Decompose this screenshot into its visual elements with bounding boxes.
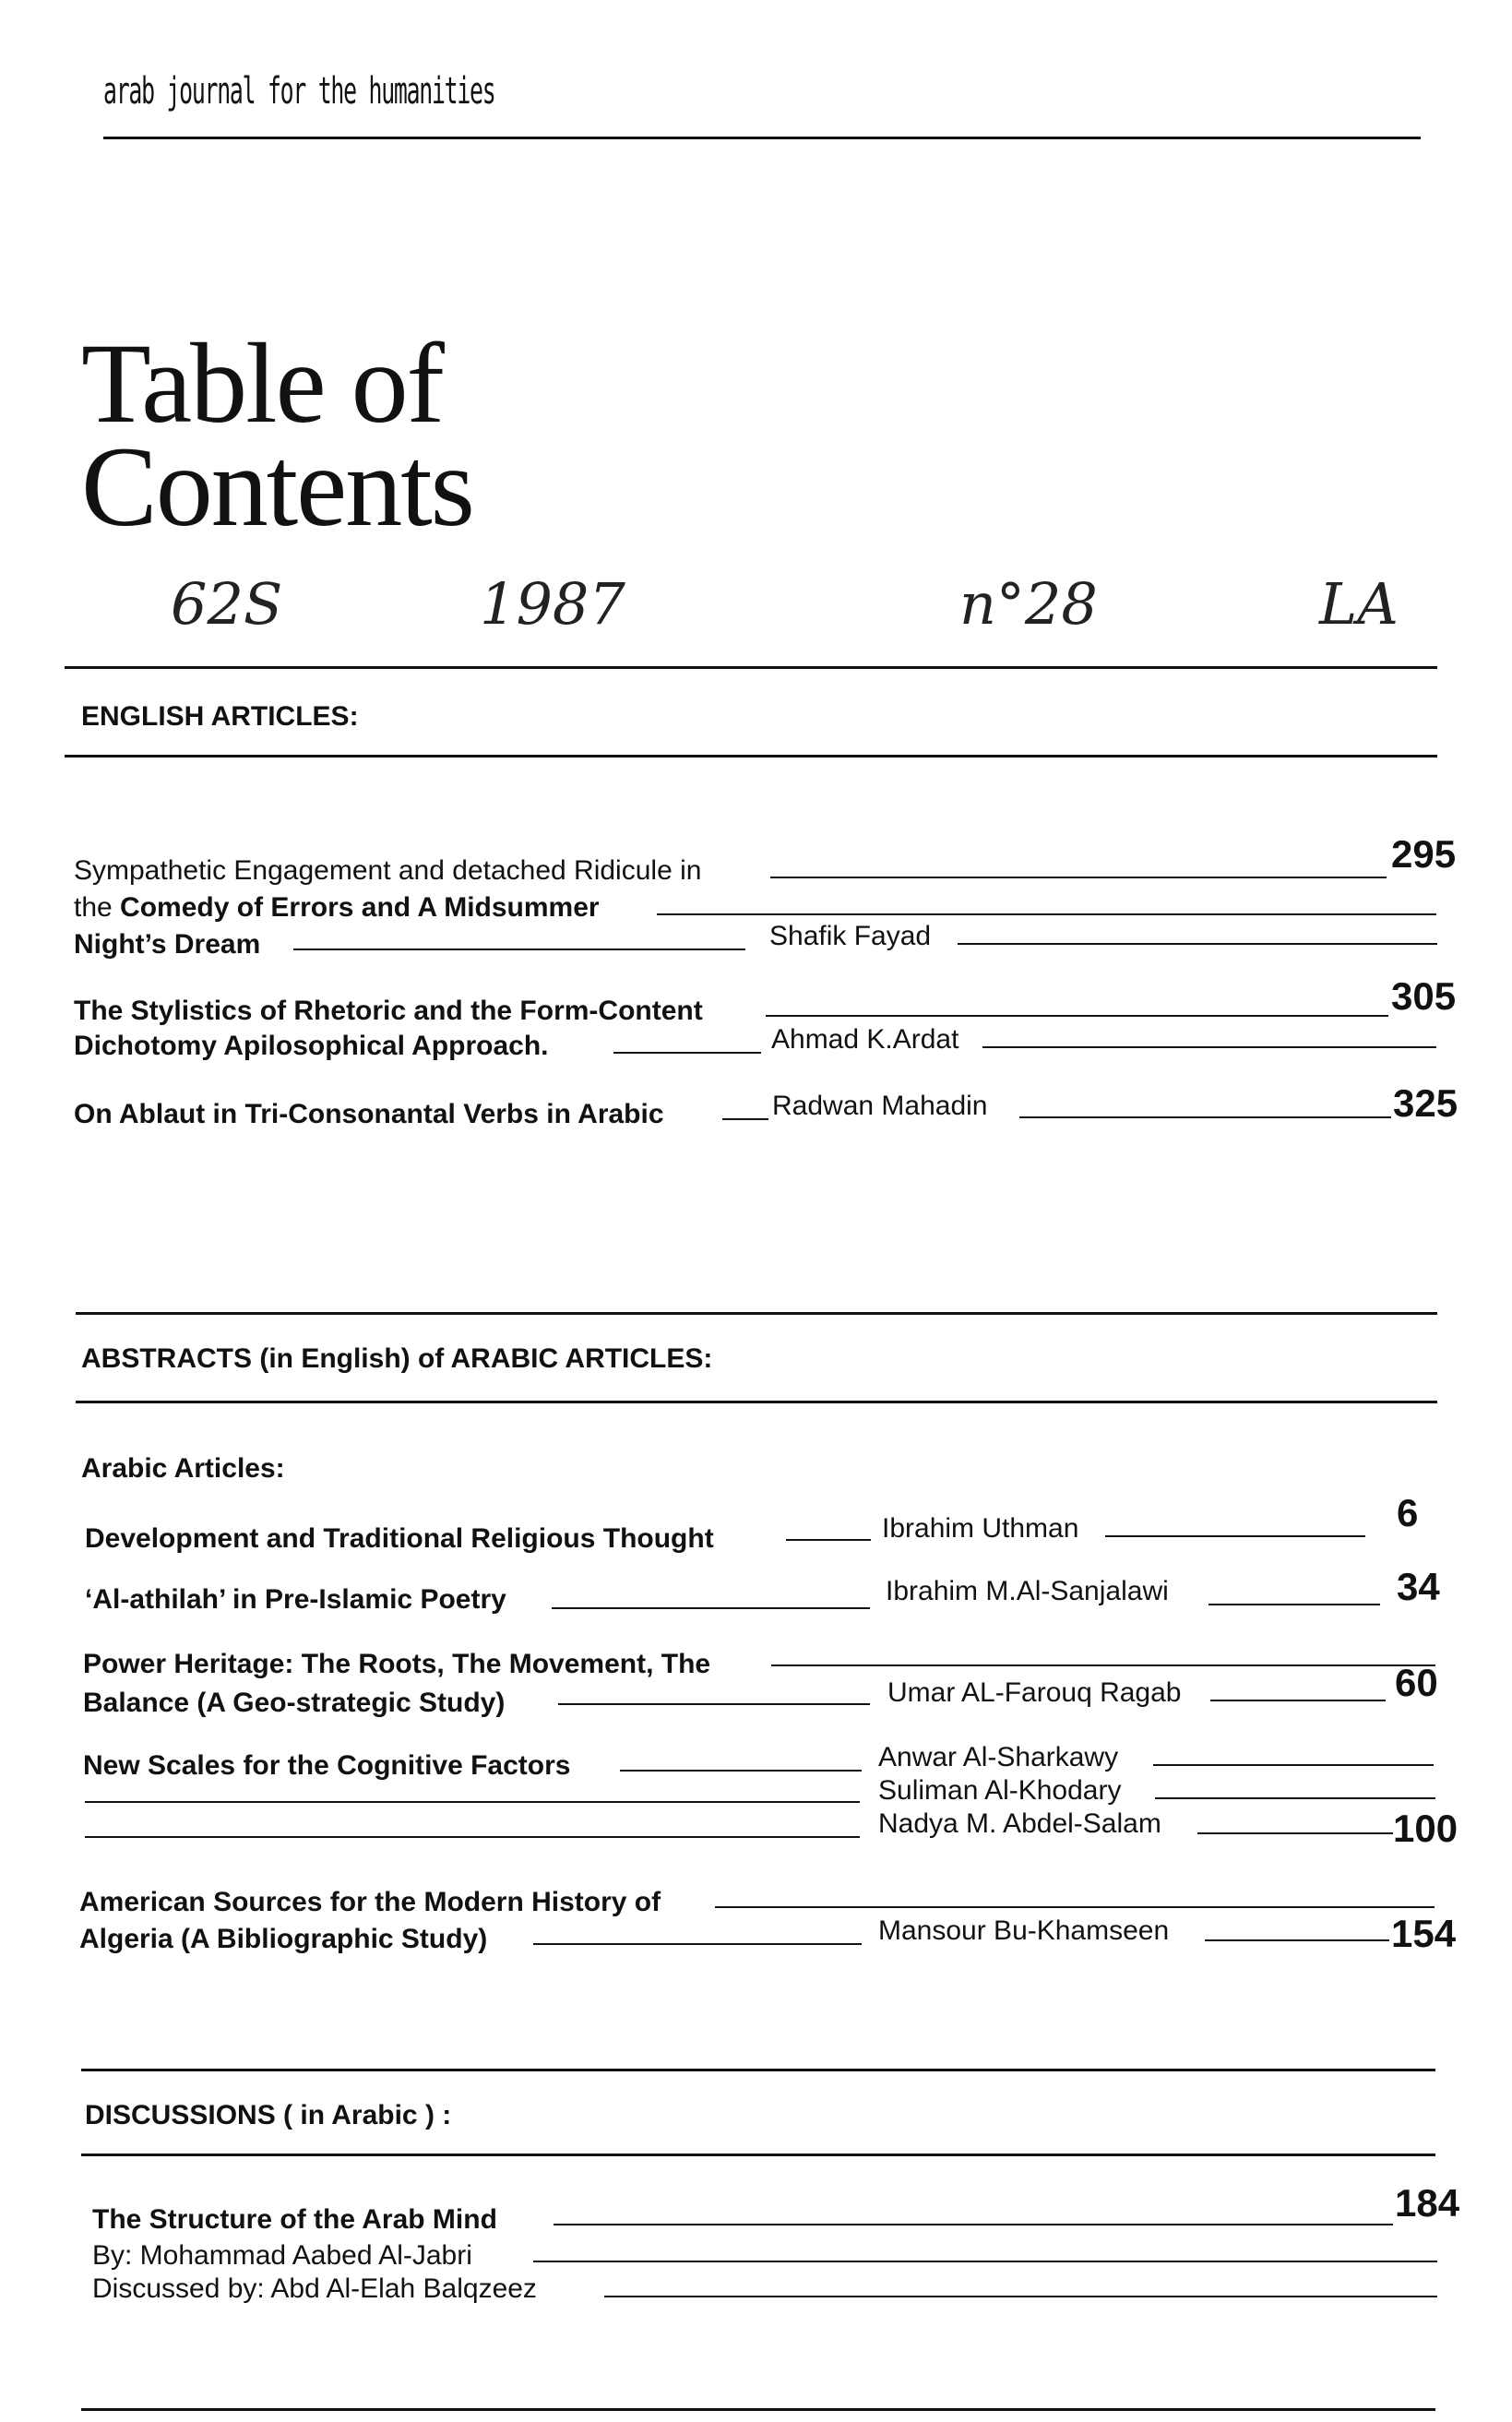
- entry-discussant: Discussed by: Abd Al-Elah Balqzeez: [92, 2273, 537, 2304]
- leader-line: [1155, 1797, 1435, 1799]
- leader-line: [1210, 1700, 1386, 1701]
- title-line-2: Contents: [81, 424, 473, 550]
- page-title: [81, 320, 473, 550]
- leader-line: [533, 2261, 1437, 2262]
- abstracts-heading: ABSTRACTS (in English) of ARABIC ARTICLES:: [81, 1343, 713, 1374]
- discussions-heading: DISCUSSIONS ( in Arabic ) :: [85, 2100, 452, 2130]
- leader-line: [982, 1046, 1436, 1048]
- english-rule-bottom: [65, 755, 1437, 758]
- leader-line: [613, 1052, 761, 1054]
- leader-line: [1019, 1116, 1391, 1118]
- leader-line: [293, 949, 745, 950]
- leader-line: [1105, 1535, 1365, 1537]
- entry-title-line: Power Heritage: The Roots, The Movement, The: [83, 1649, 711, 1679]
- leader-line: [770, 877, 1387, 878]
- english-heading: ENGLISH ARTICLES:: [81, 701, 359, 732]
- entry-title: The Structure of the Arab Mind: [92, 2204, 497, 2235]
- journal-header: arab journal for the humanities: [103, 70, 495, 113]
- page-number: 6: [1397, 1491, 1419, 1534]
- entry-title-line: [74, 889, 600, 926]
- leader-line: [1208, 1604, 1380, 1605]
- page-number: 295: [1391, 832, 1457, 876]
- abstracts-subheading: Arabic Articles:: [81, 1453, 285, 1484]
- abstracts-rule-bottom: [76, 1401, 1437, 1403]
- entry-title: New Scales for the Cognitive Factors: [83, 1750, 571, 1781]
- entry-title-plain: the: [74, 892, 121, 923]
- entry-title-line: Night’s Dream: [74, 929, 261, 960]
- entry-author: Ibrahim M.Al-Sanjalawi: [886, 1576, 1169, 1606]
- entry-byline: By: Mohammad Aabed Al-Jabri: [92, 2240, 472, 2271]
- page-number: 34: [1397, 1565, 1440, 1608]
- page-number: 60: [1395, 1661, 1438, 1704]
- handwritten-note-4: LA: [1319, 570, 1399, 638]
- entry-author: Shafik Fayad: [769, 921, 932, 951]
- leader-line: [85, 1801, 860, 1803]
- entry-author: Suliman Al-Khodary: [878, 1775, 1122, 1806]
- leader-line: [1205, 1939, 1389, 1941]
- leader-line: [715, 1906, 1435, 1908]
- entry-title-line: Sympathetic Engagement and detached Ridicule in: [74, 855, 702, 886]
- leader-line: [771, 1664, 1435, 1666]
- entry-author: Radwan Mahadin: [772, 1091, 988, 1121]
- entry-title-line: Algeria (A Bibliographic Study): [79, 1924, 488, 1954]
- page-number: 100: [1393, 1807, 1458, 1850]
- entry-author: Anwar Al-Sharkawy: [878, 1742, 1119, 1772]
- leader-line: [1197, 1832, 1393, 1834]
- leader-line: [604, 2296, 1437, 2297]
- leader-line: [786, 1539, 871, 1541]
- header-rule: [103, 137, 1421, 139]
- discussions-rule-bottom: [81, 2154, 1435, 2156]
- entry-title: ‘Al-athilah’ in Pre-Islamic Poetry: [85, 1584, 506, 1615]
- handwritten-note-2: 1987: [480, 570, 625, 638]
- handwritten-note-1: 62S: [171, 570, 283, 638]
- discussions-rule-top: [81, 2069, 1435, 2071]
- page-number: 305: [1391, 974, 1457, 1018]
- entry-title-line: Balance (A Geo-strategic Study): [83, 1688, 506, 1718]
- entry-author: Ibrahim Uthman: [882, 1513, 1079, 1544]
- entry-title-line: American Sources for the Modern History of: [79, 1887, 661, 1917]
- leader-line: [552, 1607, 870, 1609]
- english-rule-top: [65, 666, 1437, 669]
- leader-line: [722, 1118, 768, 1120]
- entry-title: Development and Traditional Religious Thought: [85, 1523, 714, 1554]
- handwritten-note-3: n°28: [959, 570, 1098, 638]
- leader-line: [657, 913, 1436, 915]
- leader-line: [85, 1836, 860, 1838]
- entry-author: Umar AL-Farouq Ragab: [887, 1677, 1182, 1708]
- entry-title: On Ablaut in Tri-Consonantal Verbs in Arabic: [74, 1099, 664, 1129]
- leader-line: [766, 1015, 1388, 1017]
- leader-line: [554, 2224, 1393, 2225]
- page-number: 184: [1395, 2181, 1460, 2225]
- abstracts-rule-top: [76, 1312, 1437, 1315]
- leader-line: [1153, 1764, 1434, 1766]
- page-number: 154: [1391, 1912, 1457, 1955]
- leader-line: [958, 943, 1437, 945]
- leader-line: [558, 1703, 870, 1705]
- entry-title-line: Dichotomy Apilosophical Approach.: [74, 1031, 549, 1061]
- entry-title-bold: Comedy of Errors and A Midsummer: [120, 892, 600, 923]
- page-number: 325: [1393, 1081, 1458, 1125]
- entry-author: Ahmad K.Ardat: [771, 1024, 959, 1055]
- entry-title-line: The Stylistics of Rhetoric and the Form-Content: [74, 996, 703, 1026]
- leader-line: [620, 1770, 862, 1772]
- entry-author: Nadya M. Abdel-Salam: [878, 1808, 1161, 1839]
- title-line-1: Table of: [81, 320, 443, 447]
- entry-author: Mansour Bu-Khamseen: [878, 1915, 1170, 1946]
- leader-line: [533, 1943, 862, 1945]
- footer-rule: [81, 2408, 1435, 2411]
